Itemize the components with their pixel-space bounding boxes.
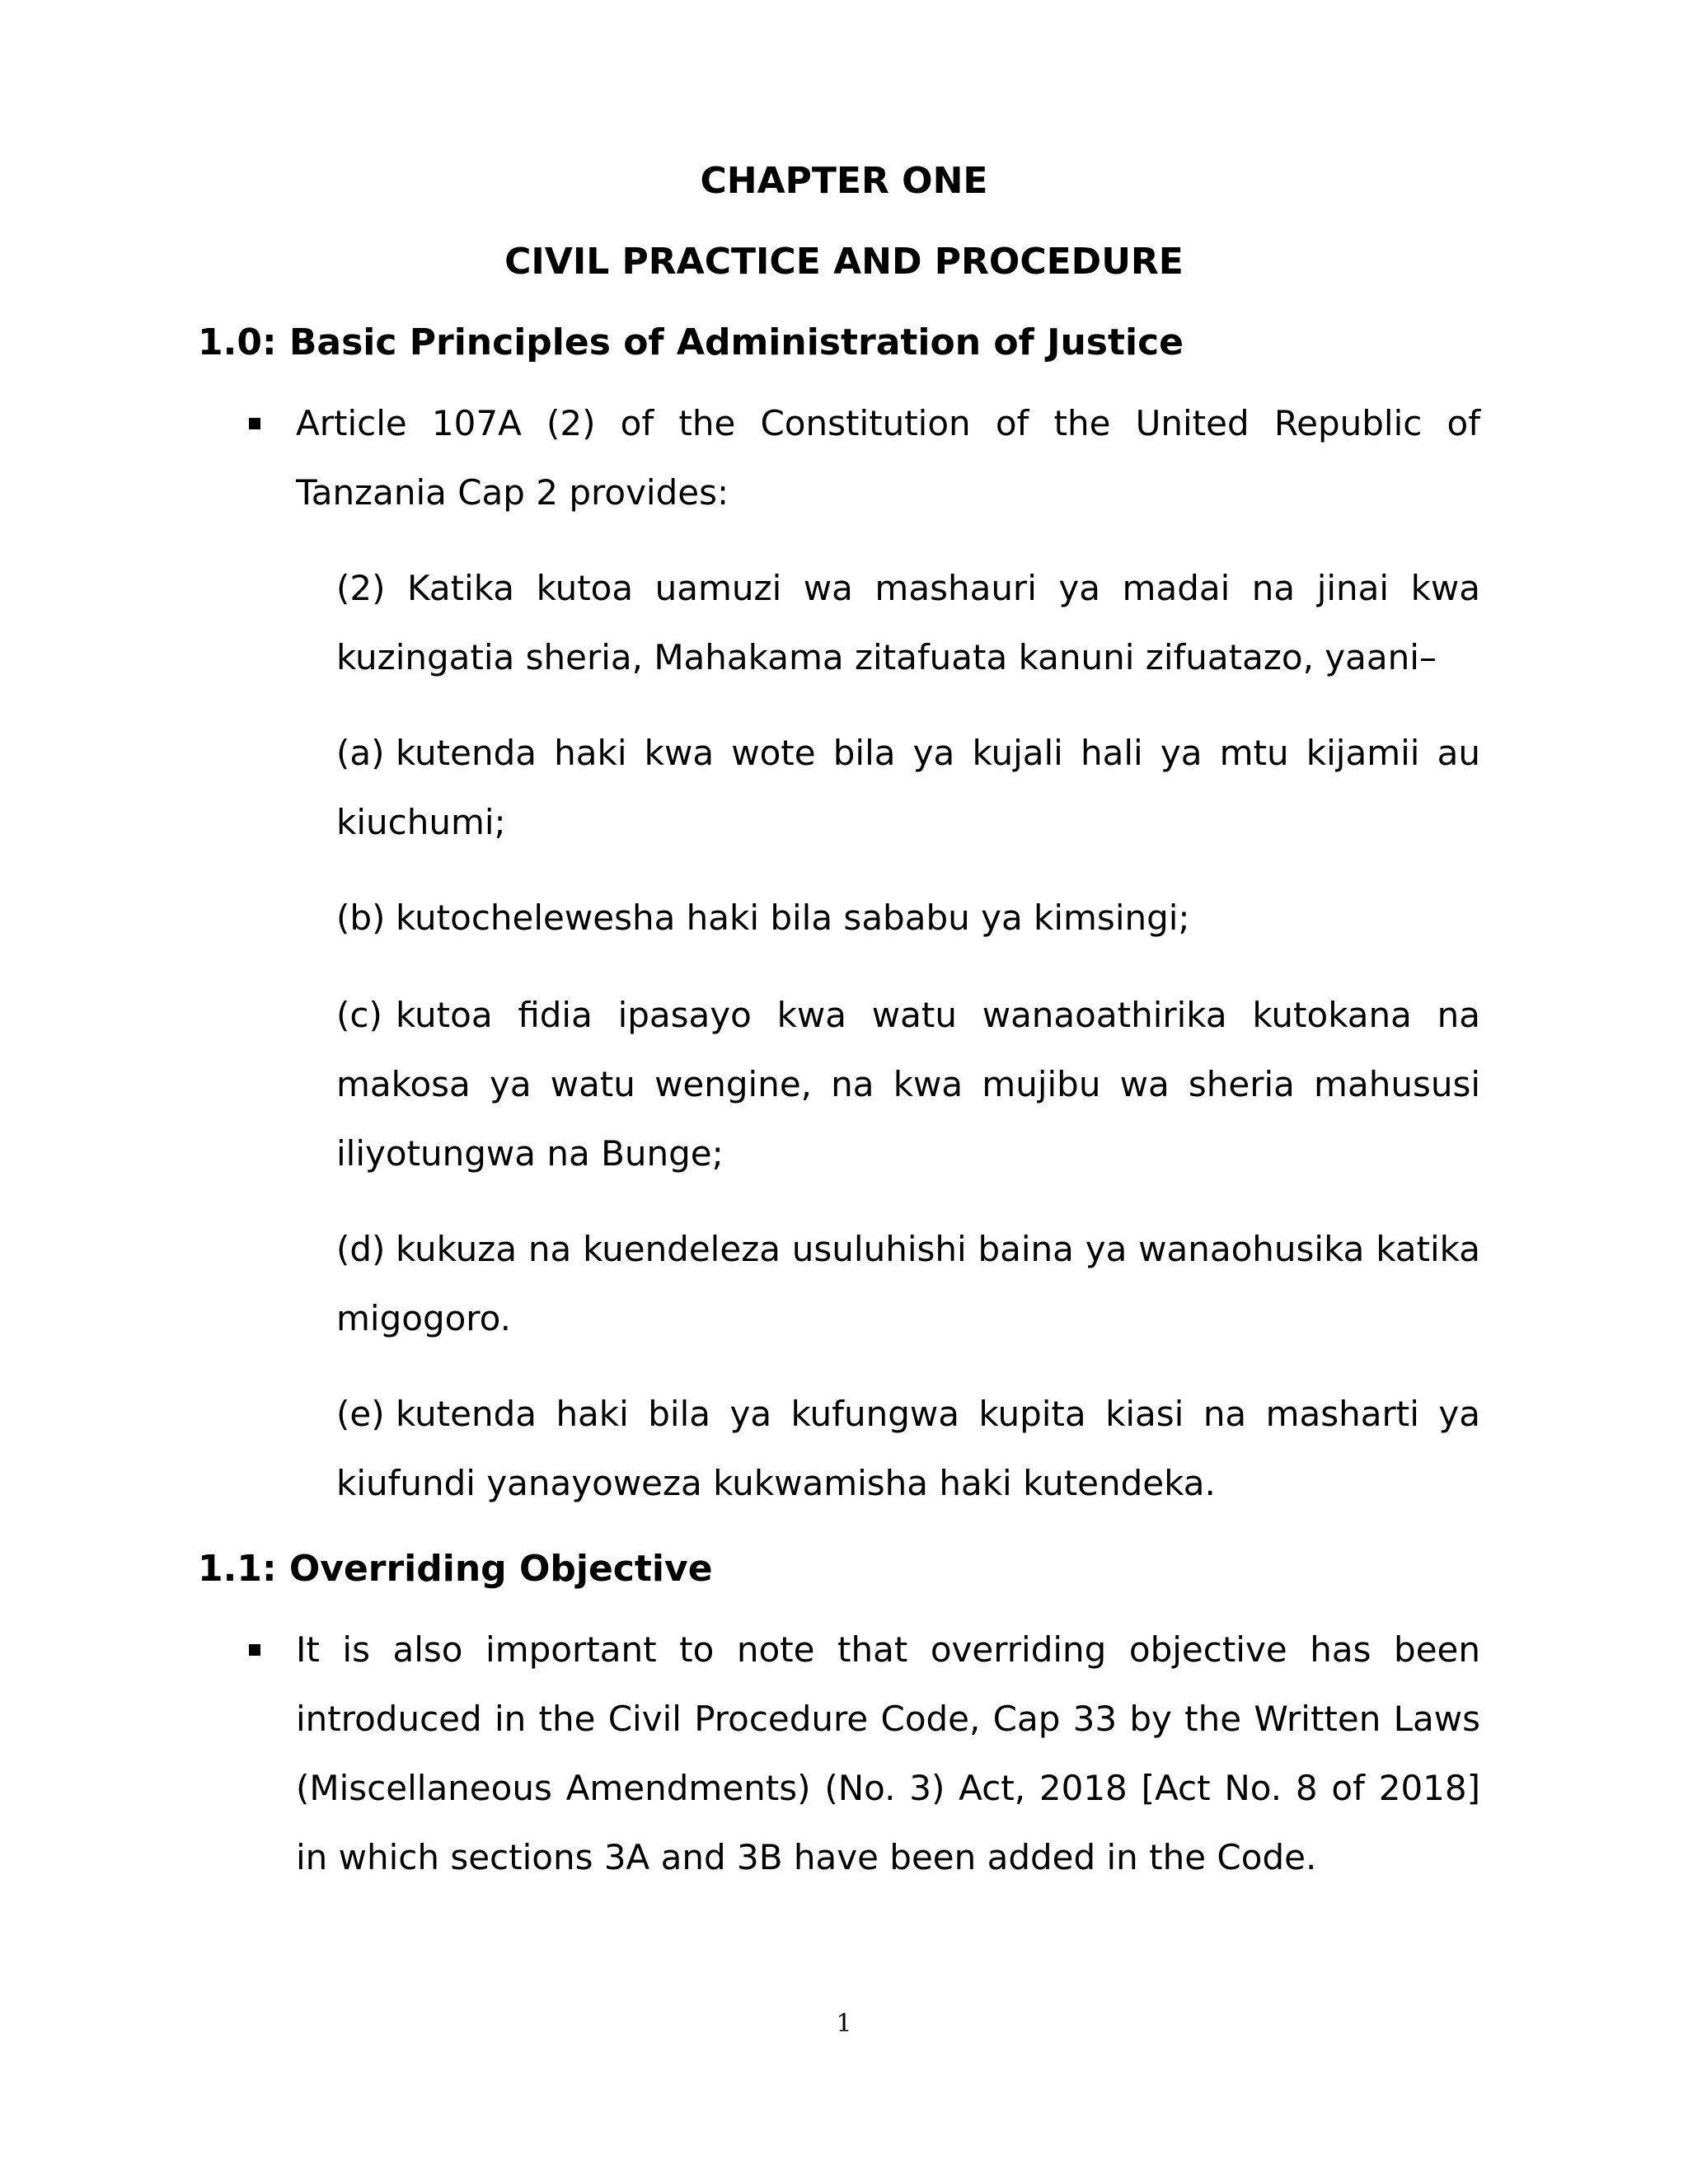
quote-item-label: (b) [336, 898, 386, 938]
bullet-square-icon [249, 418, 260, 429]
page-number: 1 [836, 2009, 852, 2038]
chapter-title: CIVIL PRACTICE AND PROCEDURE [504, 241, 1184, 283]
quote-item-label: (c) [336, 995, 382, 1035]
quote-item-text: kutenda haki bila ya kufungwa kupita kiasi na masharti ya kiufundi yanayoweza kukwamisha haki kutendeka. [336, 1394, 1480, 1503]
quote-item-d [336, 1215, 1480, 1353]
quote-item-label: (e) [336, 1394, 385, 1434]
quote-item-text: kutoa fidia ipasayo kwa watu wanaoathirika kutokana na makosa ya watu wengine, na kwa mujibu wa sheria mahususi iliyotungwa na Bunge; [336, 995, 1480, 1174]
quote-item-a [336, 719, 1480, 857]
quote-item-c [336, 981, 1480, 1188]
quote-item-text: kutocheleweshа haki bila sababu ya kimsingi; [396, 898, 1190, 938]
section-heading-overriding-objective: 1.1: Overriding Objective [198, 1548, 713, 1590]
quote-item-text: kukuza na kuendeleza usuluhishi baina ya wanaohusika katika migogoro. [336, 1229, 1480, 1338]
bullet-square-icon [249, 1644, 260, 1656]
section-heading-basic-principles: 1.0: Basic Principles of Administration of Justice [198, 321, 1184, 363]
quote-intro-paragraph: (2) Katika kutoa uamuzi wa mashauri ya madai na jinai kwa kuzingatia sheria, Mahakama zitafuata kanuni zifuatazo, yaani– [336, 568, 1480, 677]
bullet-paragraph-overriding-objective: It is also important to note that overriding objective has been introduced in the Civil Procedure Code, Cap 33 by the Written Laws (Miscellaneous Amendments) (No. 3) Act, 2018 [Act No. 8 of 2018] in which sections 3A and 3B have been added in the Code. [296, 1629, 1480, 1877]
quote-item-text: kutenda haki kwa wote bila ya kujali hali ya mtu kijamii au kiuchumi; [336, 733, 1480, 842]
quote-item-b [336, 883, 1480, 953]
quote-item-label: (d) [336, 1229, 386, 1269]
quote-item-label: (a) [336, 733, 385, 773]
chapter-heading: CHAPTER ONE [700, 160, 988, 202]
quote-item-e [336, 1380, 1480, 1518]
bullet-paragraph-article-107a: Article 107A (2) of the Constitution of the United Republic of Tanzania Cap 2 provides: [296, 403, 1480, 513]
